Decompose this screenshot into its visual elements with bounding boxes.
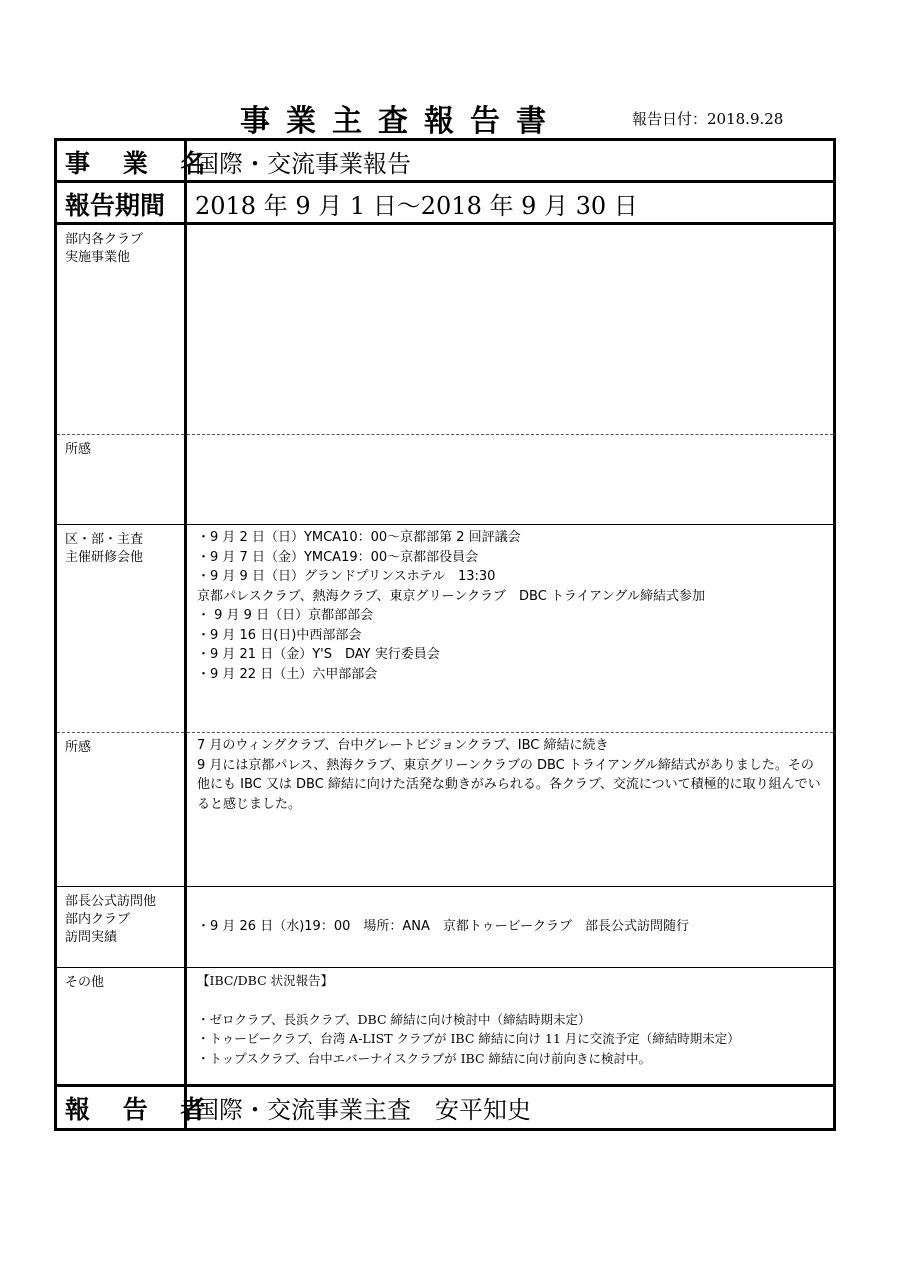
list-item: ・トップスクラブ、台中エバーナイスクラブが IBC 締結に向け前向きに検討中。 (197, 1050, 651, 1066)
meetings-row (56, 525, 835, 733)
label-line: 区・部・主査 (65, 532, 144, 547)
meetings-content (186, 525, 835, 733)
period-row (56, 182, 835, 224)
meetings-label (56, 525, 186, 733)
impression-1-content (186, 435, 835, 525)
list-item: ・9 月 16 日(日)中西部部会 (197, 627, 362, 643)
period-label: 報告期間 (56, 182, 186, 224)
list-item: ・ゼロクラブ、長浜クラブ、DBC 締結に向け検討中（締結時期未定） (197, 1011, 591, 1027)
report-date: 報告日付：2018.9.28 (632, 110, 784, 128)
paragraph-line: 7 月のウィングクラブ、台中グレートビジョンクラブ、IBC 締結に続き (197, 738, 609, 753)
project-row (56, 140, 835, 182)
other-label: その他 (56, 968, 186, 1086)
official-visits-content (186, 887, 835, 968)
impression-2-label: 所感 (56, 733, 186, 887)
official-visits-row (56, 887, 835, 968)
label-line: 部内各クラブ (65, 232, 144, 247)
impression-2-content (186, 733, 835, 887)
reporter-row (56, 1086, 835, 1130)
report-form (54, 138, 836, 1131)
label-line: 部長公式訪問他 (65, 894, 157, 909)
reporter-value: 国際・交流事業主査 安平知史 (186, 1086, 835, 1130)
other-heading: 【IBC/DBC 状況報告】 (197, 973, 334, 988)
project-value: 国際・交流事業報告 (186, 140, 835, 182)
other-row (56, 968, 835, 1086)
label-line: 訪問実績 (65, 930, 118, 945)
list-item: ・9 月 2 日（日）YMCA10：00～京都部第 2 回評議会 (197, 530, 521, 545)
list-item: ・9 月 21 日（金）Y'S DAY 実行委員会 (197, 647, 440, 662)
club-activities-row (56, 224, 835, 435)
club-activities-label (56, 224, 186, 435)
impression-2-row (56, 733, 835, 887)
other-content (186, 968, 835, 1086)
reporter-label: 報 告 者 (56, 1086, 186, 1130)
list-item: ・9 月 9 日（日）グランドプリンスホテル 13:30 (197, 569, 496, 584)
club-activities-content (186, 224, 835, 435)
period-value: 2018 年 9 月 1 日～2018 年 9 月 30 日 (186, 182, 835, 224)
impression-1-label: 所感 (56, 435, 186, 525)
list-item: ・9 月 26 日（水)19：00 場所：ANA 京都トゥービークラブ 部長公式訪問随行 (197, 919, 690, 935)
list-item: ・9 月 7 日（金）YMCA19：00～京都部役員会 (197, 549, 479, 565)
paragraph: 9 月には京都パレス、熱海クラブ、東京グリーンクラブの DBC トライアングル締結式がありました。その他にも IBC 又は DBC 締結に向けた活発な動きがみられる。各クラブ、交流について積極的に取り組んでいると感じました。 (197, 757, 821, 812)
official-visits-label (56, 887, 186, 968)
label-line: 部内クラブ (65, 912, 131, 927)
list-item: 京都パレスクラブ、熱海クラブ、東京グリーンクラブ DBC トライアングル締結式参加 (197, 588, 705, 604)
project-label: 事 業 名 (56, 140, 186, 182)
list-item: ・9 月 22 日（土）六甲部部会 (197, 666, 378, 682)
page-title: 事業主査報告書 (240, 104, 562, 139)
list-item: ・トゥービークラブ、台湾 A-LIST クラブが IBC 締結に向け 11 月に交流予定（締結時期未定） (197, 1031, 740, 1046)
label-line: 主催研修会他 (65, 550, 144, 565)
impression-1-row (56, 435, 835, 525)
label-line: 実施事業他 (65, 250, 131, 265)
list-item: ・ 9 月 9 日（日）京都部部会 (197, 608, 374, 623)
